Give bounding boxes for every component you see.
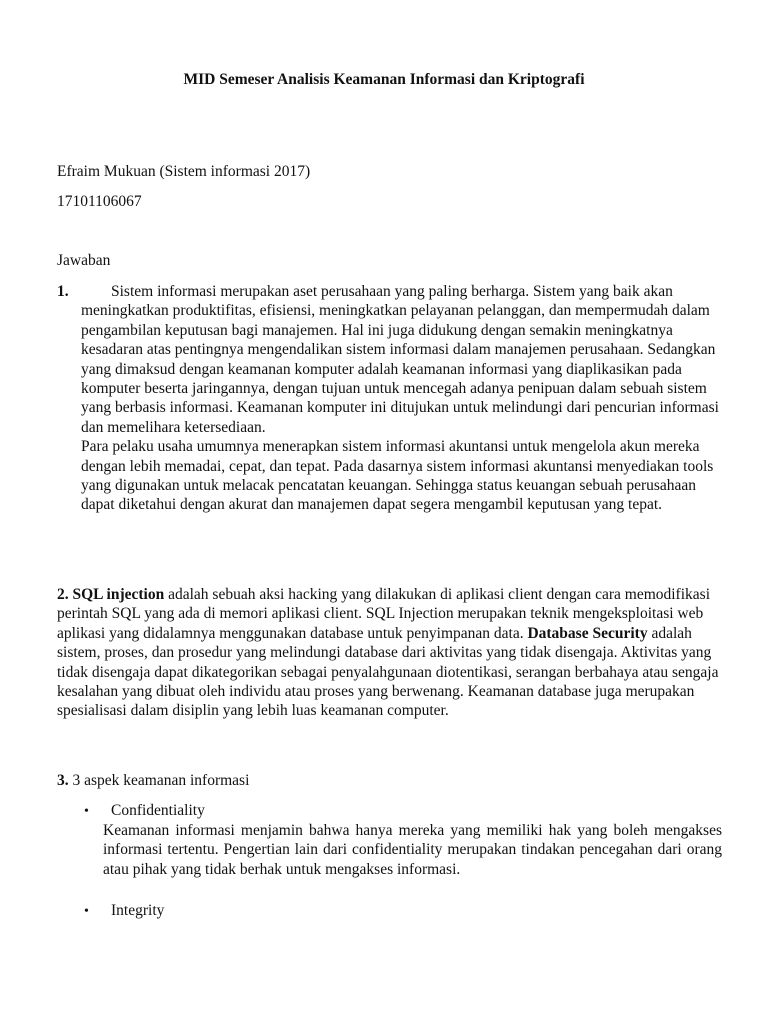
answer-2-paragraph (57, 585, 721, 721)
answer-1-paragraph-1: Sistem informasi merupakan aset perusahaan yang paling berharga. Sistem yang baik akan meningkatkan produktifitas, efisiensi, meningkatkan pelayanan pelanggan, dan mempermudah dalam pengambilan keputusan bagi manajemen. Hal ini juga didukung dengan semakin meningkatnya kesadaran atas pentingnya mengendalikan sistem informasi dalam manajemen perusahaan. Sedangkan yang dimaksud dengan keamanan komputer adalah keamanan informasi yang diaplikasikan pada komputer beserta jaringannya, dengan tujuan untuk mencegah adanya penipuan dalam sebuah sistem yang berbasis informasi. Keamanan komputer ini ditujukan untuk melindungi dari pencurian informasi dan memelihara ketersediaan. (81, 283, 719, 436)
answer-2-number: 2. (57, 586, 69, 603)
answer-2-text-2: adalah sistem, proses, dan prosedur yang melindungi database dari aktivitas yang tidak disengaja. Aktivitas yang tidak disengaja dapat dikategorikan sebagai penyalahgunaan diotentikasi, serangan berbahaya atau sengaja kesalahan yang dibuat oleh individu atau proses yang berwenang. Keamanan database juga merupakan spesialisasi dalam disiplin yang lebih luas keamanan computer. (57, 624, 719, 720)
bullet-icon: • (84, 904, 89, 919)
answer-1-number: 1. (57, 283, 69, 300)
answer-3-heading-line (57, 771, 249, 790)
term-sql-injection: SQL injection (72, 586, 165, 603)
aspect-confidentiality-label: Confidentiality (111, 802, 205, 819)
answer-1-body (81, 282, 721, 515)
answer-2-text-1: adalah sebuah aksi hacking yang dilakukan di aplikasi client dengan cara memodifikasi perintah SQL yang ada di memori aplikasi client. SQL Injection merupakan teknik mengeksploitasi web aplikasi yang didalamnya menggunakan database untuk penyimpanan data. (57, 586, 710, 642)
author-line: Efraim Mukuan (Sistem informasi 2017) (57, 163, 311, 180)
answer-3-heading: 3 aspek keamanan informasi (68, 772, 250, 789)
document-title: MID Semeser Analisis Keamanan Informasi dan Kriptografi (183, 71, 585, 88)
answer-2-body (57, 585, 721, 721)
answer-1-paragraph-2: Para pelaku usaha umumnya menerapkan sistem informasi akuntansi untuk mengelola akun mereka dengan lebih memadai, cepat, dan tepat. Pada dasarnya sistem informasi akuntansi menyediakan tools yang digunakan untuk melacak pencatatan keuangan. Sehingga status keuangan sebuah perusahaan dapat diketahui dengan akurat dan manajemen dapat segera mengambil keputusan yang tepat. (81, 438, 714, 514)
aspect-confidentiality-body (103, 821, 722, 879)
aspect-integrity-label: Integrity (111, 902, 165, 919)
term-database-security: Database Security (527, 624, 648, 642)
student-id: 17101106067 (57, 193, 142, 210)
aspect-confidentiality-text: Keamanan informasi menjamin bahwa hanya mereka yang memiliki hak yang boleh mengakses informasi tertentu. Pengertian lain dari confidentiality merupakan tindakan pencegahan dari orang atau pihak yang tidak berhak untuk mengakses informasi. (103, 822, 722, 878)
answers-heading: Jawaban (57, 252, 111, 269)
bullet-icon: • (84, 804, 89, 819)
answer-3-number: 3. (57, 772, 69, 789)
